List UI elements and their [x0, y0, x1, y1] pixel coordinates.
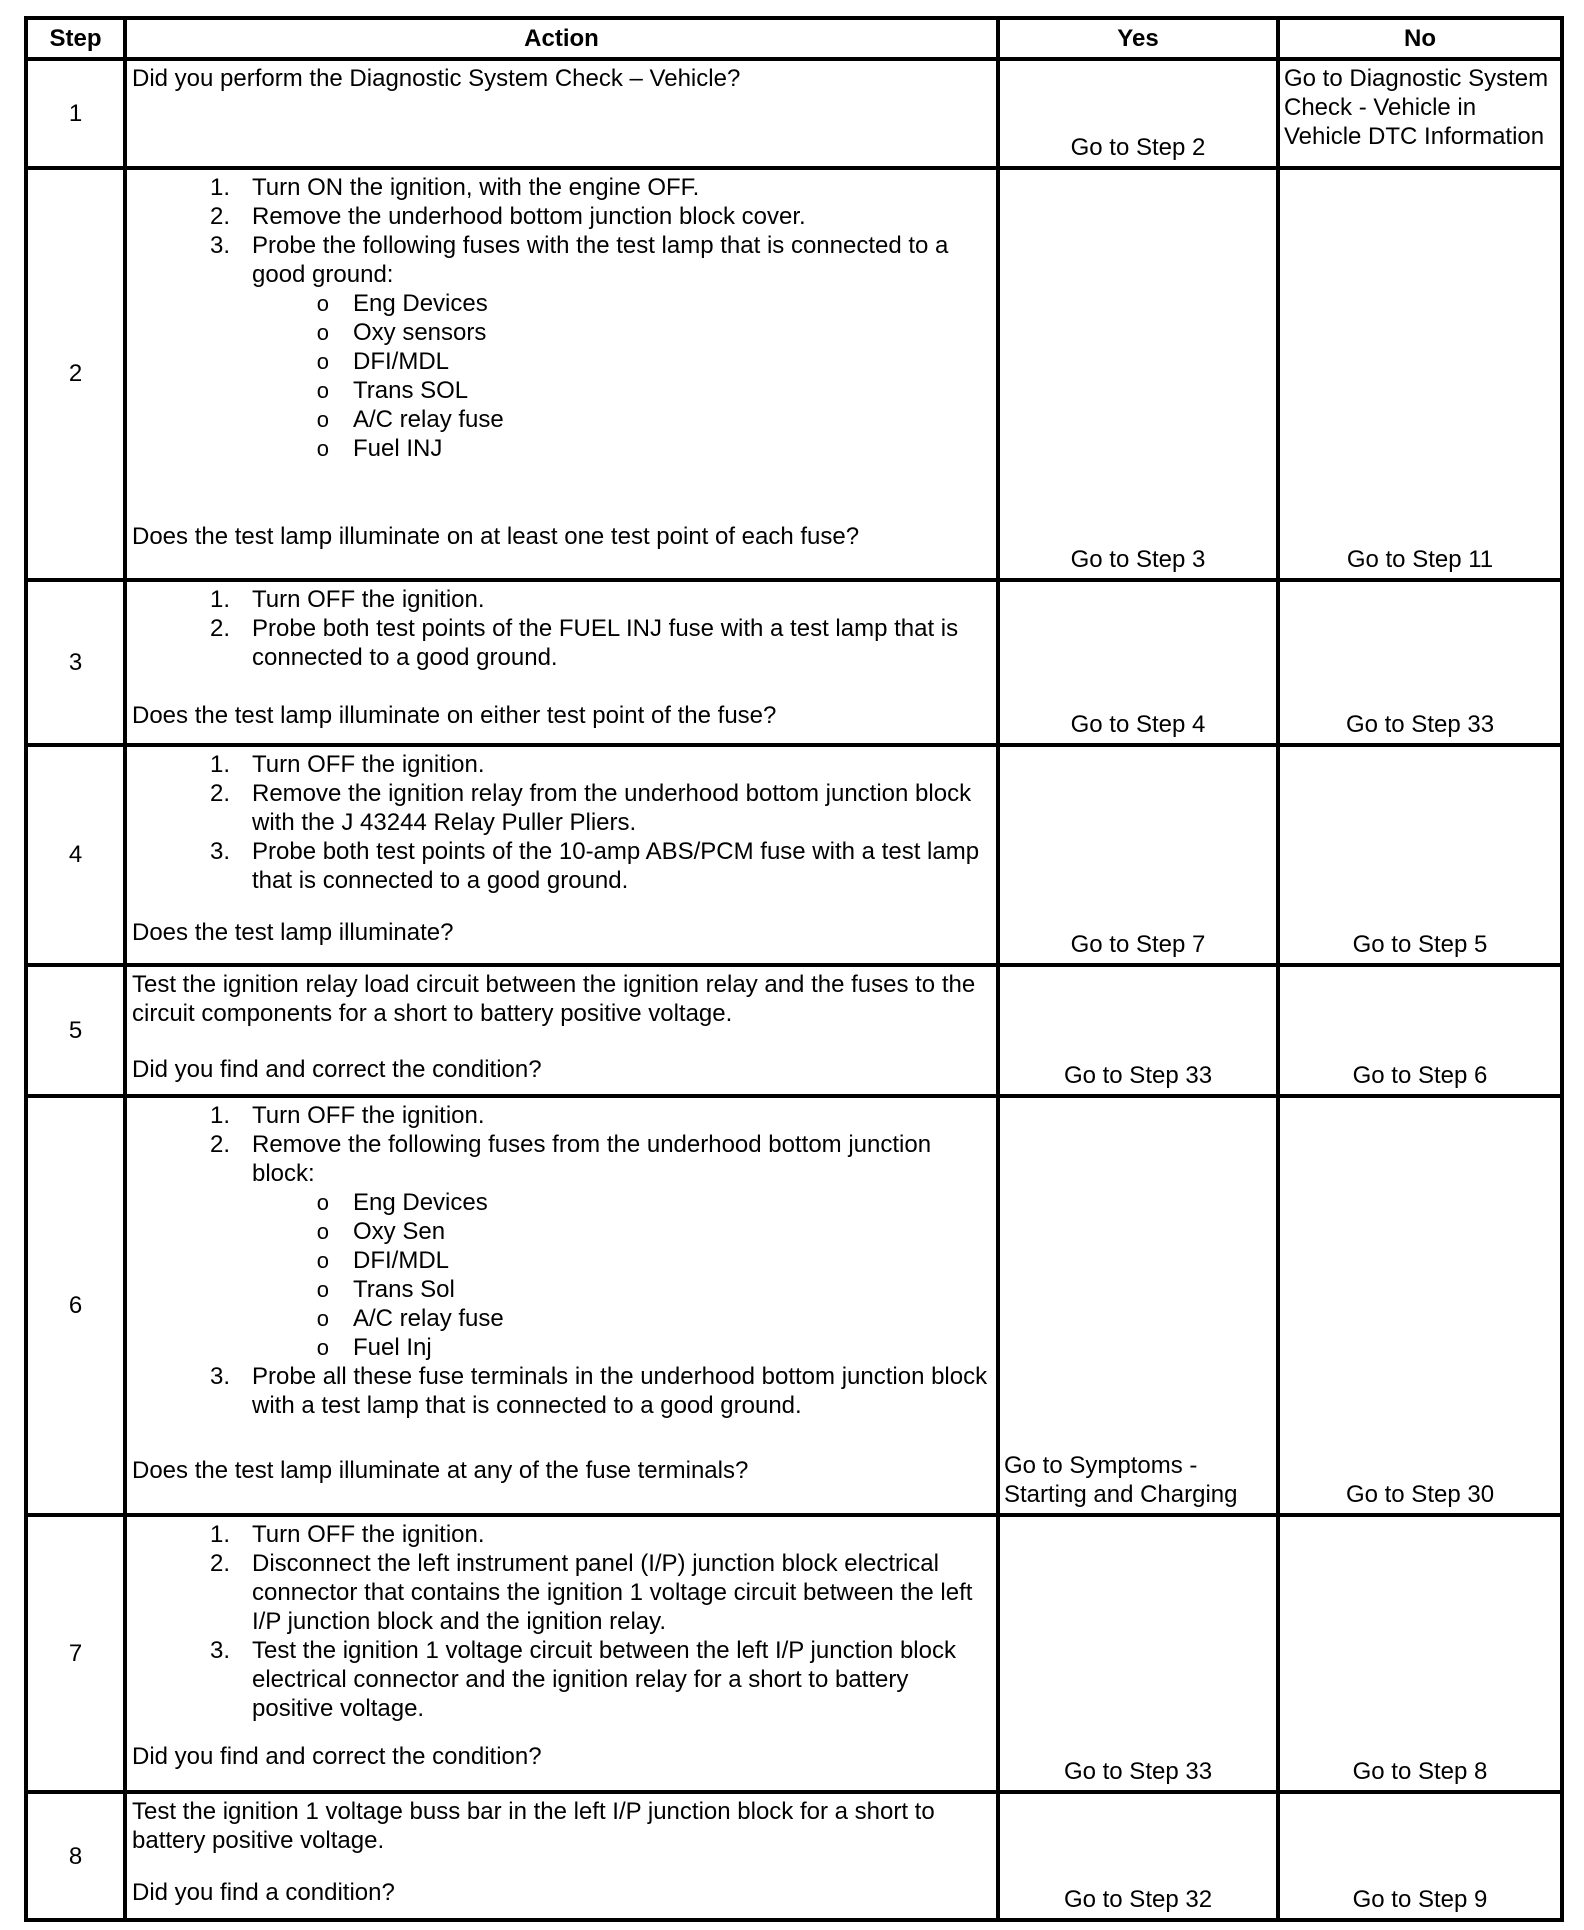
step-number: 2: [26, 168, 125, 580]
no-cell: Go to Step 5: [1278, 745, 1562, 965]
list-item: 3. Probe all these fuse terminals in the underhood bottom junction block with a test lamp that is connected to a good ground.: [209, 1363, 988, 1420]
question-text: Did you find and correct the condition?: [132, 1055, 542, 1083]
question-text: Does the test lamp illuminate at any of the fuse terminals?: [132, 1457, 749, 1485]
yes-cell: Go to Step 2: [998, 59, 1278, 167]
header-no: No: [1278, 18, 1562, 59]
table-row: [26, 1515, 1562, 1792]
question-text: Did you find a condition?: [132, 1879, 395, 1907]
yes-cell: Go to Step 33: [998, 965, 1278, 1097]
step-number: 7: [26, 1515, 125, 1792]
table-row: [26, 1096, 1562, 1515]
list-item: 2. Disconnect the left instrument panel (I/P) junction block electrical connector that contains the ignition 1 voltage circuit between the left I/P junction block and the ignition relay.: [209, 1550, 973, 1636]
list-item: 3. Test the ignition 1 voltage circuit between the left I/P junction block electrical connector and the ignition relay for a short to battery positive voltage.: [209, 1637, 956, 1723]
list-item: 2. Remove the ignition relay from the underhood bottom junction block with the J 43244 Relay Puller Pliers.: [209, 779, 972, 836]
action-cell: [125, 59, 998, 167]
sub-item: o DFI/MDL: [316, 1247, 449, 1275]
list-item: 1. Turn OFF the ignition.: [209, 1102, 485, 1130]
yes-cell: Go to Symptoms - Starting and Charging: [998, 1096, 1278, 1515]
list-item: 2. Remove the following fuses from the underhood bottom junction block:: [209, 1131, 932, 1188]
action-text: Did you perform the Diagnostic System Check – Vehicle?: [132, 65, 741, 93]
header-yes: Yes: [998, 18, 1278, 59]
sub-item: o Trans SOL: [316, 376, 469, 404]
list-item: 2. Probe both test points of the FUEL INJ fuse with a test lamp that is connected to a good ground.: [209, 615, 959, 672]
step-number: 4: [26, 745, 125, 965]
list-item: 3. Probe both test points of the 10-amp ABS/PCM fuse with a test lamp that is connected to a good ground.: [209, 837, 980, 894]
list-item: 3. Probe the following fuses with the test lamp that is connected to a good ground:: [209, 231, 949, 288]
yes-cell: Go to Step 3: [998, 168, 1278, 580]
list-item: 1. Turn OFF the ignition.: [209, 750, 485, 778]
list-item: 2. Remove the underhood bottom junction block cover.: [209, 202, 806, 230]
step-number: 5: [26, 965, 125, 1097]
step-number: 8: [26, 1792, 125, 1920]
step-number: 3: [26, 580, 125, 745]
no-cell: Go to Step 11: [1278, 168, 1562, 580]
step-number: 6: [26, 1096, 125, 1515]
question-text: Did you find and correct the condition?: [132, 1743, 542, 1771]
sub-item: o A/C relay fuse: [316, 405, 504, 433]
no-cell: Go to Step 30: [1278, 1096, 1562, 1515]
no-cell: Go to Step 8: [1278, 1515, 1562, 1792]
sub-item: o Fuel INJ: [316, 434, 443, 462]
action-cell: [125, 1096, 998, 1515]
question-text: Does the test lamp illuminate on at least one test point of each fuse?: [132, 522, 860, 550]
no-cell: Go to Step 33: [1278, 580, 1562, 745]
sub-item: o Fuel Inj: [316, 1334, 432, 1362]
yes-cell: Go to Step 7: [998, 745, 1278, 965]
sub-item: o Eng Devices: [316, 1189, 488, 1217]
action-cell: [125, 745, 998, 965]
yes-cell: Go to Step 33: [998, 1515, 1278, 1792]
sub-item: o Oxy Sen: [316, 1218, 446, 1246]
table-row: [26, 168, 1562, 580]
table-row: [26, 1792, 1562, 1920]
table-row: [26, 59, 1562, 167]
diagnostic-table: [24, 16, 1564, 1922]
header-row: [26, 18, 1562, 59]
action-cell: [125, 1792, 998, 1920]
no-cell: Go to Step 9: [1278, 1792, 1562, 1920]
sub-item: o Eng Devices: [316, 289, 488, 317]
list-item: 1. Turn OFF the ignition.: [209, 586, 485, 614]
sub-item: o DFI/MDL: [316, 347, 449, 375]
yes-cell: Go to Step 32: [998, 1792, 1278, 1920]
question-text: Does the test lamp illuminate?: [132, 918, 454, 946]
action-cell: [125, 1515, 998, 1792]
step-number: 1: [26, 59, 125, 167]
no-cell: Go to Step 6: [1278, 965, 1562, 1097]
table-row: [26, 965, 1562, 1097]
list-item: 1. Turn OFF the ignition.: [209, 1521, 485, 1549]
table-row: [26, 580, 1562, 745]
action-cell: [125, 168, 998, 580]
header-action: Action: [125, 18, 998, 59]
action-cell: [125, 965, 998, 1097]
no-cell: Go to Diagnostic System Check - Vehicle in Vehicle DTC Information: [1278, 59, 1562, 167]
yes-cell: Go to Step 4: [998, 580, 1278, 745]
question-text: Does the test lamp illuminate on either test point of the fuse?: [132, 702, 777, 730]
header-step: Step: [26, 18, 125, 59]
action-text: Test the ignition 1 voltage buss bar in the left I/P junction block for a short to battery positive voltage.: [132, 1798, 935, 1855]
sub-item: o Oxy sensors: [316, 318, 487, 346]
list-item: 1. Turn ON the ignition, with the engine OFF.: [209, 173, 700, 201]
table-row: [26, 745, 1562, 965]
action-cell: [125, 580, 998, 745]
sub-item: o A/C relay fuse: [316, 1305, 504, 1333]
action-text: Test the ignition relay load circuit between the ignition relay and the fuses to the circuit components for a short to battery positive voltage.: [132, 970, 976, 1027]
sub-item: o Trans Sol: [316, 1276, 455, 1304]
